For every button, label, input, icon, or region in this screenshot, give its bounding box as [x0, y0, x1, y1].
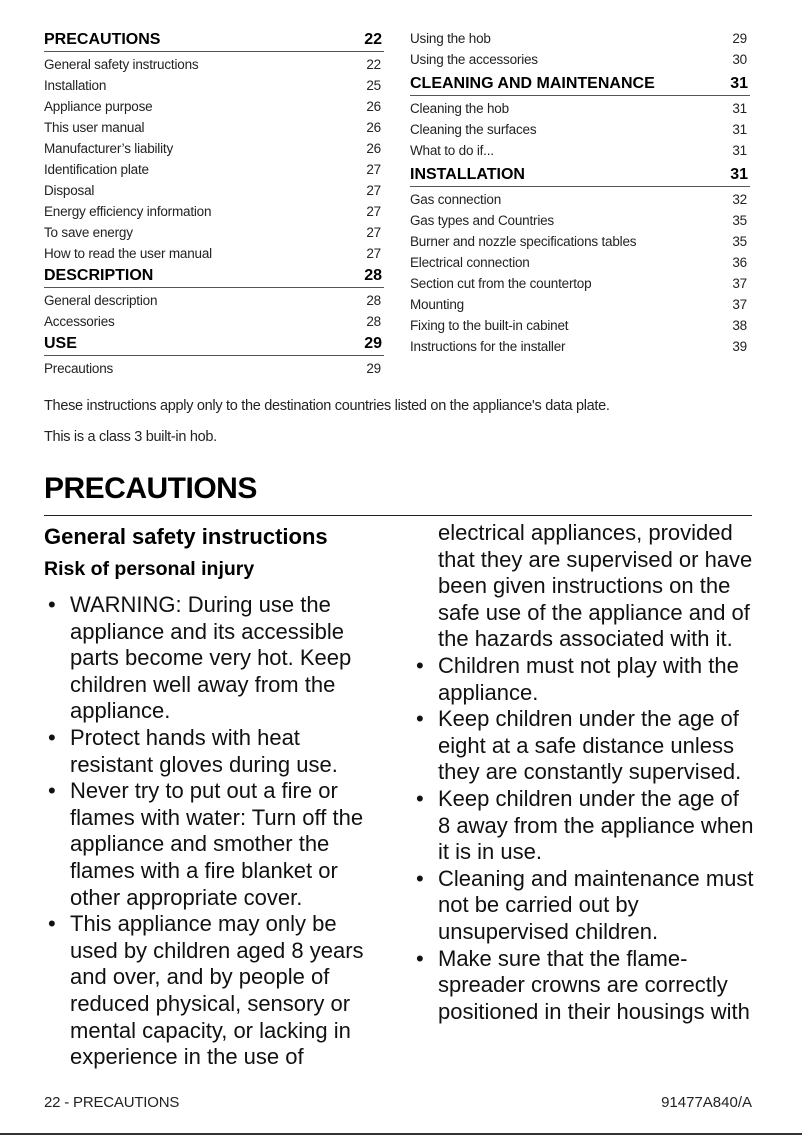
toc-entry	[410, 315, 750, 336]
list-item: • Keep children under the age of eight at a safe distance unless they are constantly supervised.	[416, 706, 742, 785]
toc-entry	[410, 119, 750, 140]
toc-right-column	[410, 28, 750, 357]
toc-entry	[44, 117, 384, 138]
toc-entry-title: Installation	[44, 78, 107, 93]
toc-entry-page: 29	[366, 361, 381, 376]
page-title: PRECAUTIONS	[44, 472, 257, 505]
toc-entry-title: CLEANING AND MAINTENANCE	[410, 75, 655, 92]
footer-page-label: 22 - PRECAUTIONS	[44, 1094, 180, 1111]
toc-entry-title: General safety instructions	[44, 57, 199, 72]
body-left-column	[44, 520, 389, 1071]
toc-entry-title: Cleaning the hob	[410, 101, 509, 116]
toc-entry-page: 39	[732, 339, 747, 354]
subsection-heading: Risk of personal injury	[44, 558, 255, 580]
toc-entry-page: 26	[366, 120, 381, 135]
toc-entry-page: 31	[732, 122, 747, 137]
toc-entry-title: To save energy	[44, 225, 133, 240]
toc-entry-page: 31	[732, 101, 747, 116]
toc-entry	[44, 159, 384, 180]
toc-entry-page: 27	[366, 162, 381, 177]
toc-section-heading	[44, 29, 384, 52]
list-item: • WARNING: During use the appliance and its accessible parts become very hot. Keep children well away from the appliance.	[48, 592, 352, 724]
toc-entry-page: 28	[366, 293, 381, 308]
bullet-icon: •	[416, 945, 424, 971]
toc-entry	[410, 28, 750, 49]
toc-entry-title: Cleaning the surfaces	[410, 122, 537, 137]
toc-entry-title: USE	[44, 335, 77, 352]
left-bullet-list	[44, 592, 389, 1071]
toc-entry-title: Manufacturer’s liability	[44, 141, 174, 156]
list-item: • Cleaning and maintenance must not be carried out by unsupervised children.	[416, 865, 754, 944]
toc-entry-page: 31	[730, 75, 748, 92]
toc-entry-page: 38	[732, 318, 747, 333]
toc-entry-page: 30	[732, 52, 747, 67]
toc-entry	[44, 358, 384, 379]
toc-entry	[44, 54, 384, 75]
toc-entry-title: Mounting	[410, 297, 464, 312]
toc-entry-title: Electrical connection	[410, 255, 530, 270]
destination-note: These instructions apply only to the destination countries listed on the appliance's data plate.	[44, 398, 610, 414]
toc-entry-title: General description	[44, 293, 158, 308]
toc-entry	[44, 290, 384, 311]
toc-entry-page: 28	[364, 267, 382, 284]
toc-entry-page: 26	[366, 99, 381, 114]
toc-entry-page: 31	[732, 143, 747, 158]
toc-entry-page: 35	[732, 213, 747, 228]
toc-left-column	[44, 28, 384, 379]
toc-entry	[44, 138, 384, 159]
toc-entry	[410, 252, 750, 273]
toc-entry	[410, 49, 750, 70]
bullet-icon: •	[416, 865, 424, 891]
toc-entry-page: 28	[366, 314, 381, 329]
toc-entry-page: 31	[730, 166, 748, 183]
bullet-icon: •	[416, 706, 424, 732]
toc-entry-page: 27	[366, 225, 381, 240]
continued-text: electrical appliances, provided that they are supervised or have been given instructions on the safe use of the appliance and of the hazards associated with it.	[438, 520, 753, 652]
list-item: • Children must not play with the appliance.	[416, 652, 739, 705]
toc-entry	[44, 201, 384, 222]
toc-entry	[410, 98, 750, 119]
toc-entry-title: This user manual	[44, 120, 145, 135]
toc-entry	[44, 96, 384, 117]
toc-entry-page: 22	[366, 57, 381, 72]
toc-entry-title: Accessories	[44, 314, 115, 329]
toc-entry-title: Gas types and Countries	[410, 213, 554, 228]
toc-entry	[44, 222, 384, 243]
toc-entry-title: Disposal	[44, 183, 95, 198]
title-divider	[44, 515, 752, 516]
toc-section-heading	[44, 265, 384, 288]
page-bottom-border	[0, 1133, 802, 1135]
list-item: • Protect hands with heat resistant gloves during use.	[48, 724, 338, 777]
bullet-icon: •	[48, 911, 56, 937]
footer-doc-code: 91477A840/A	[661, 1094, 752, 1111]
toc-entry	[44, 75, 384, 96]
toc-entry-title: Energy efficiency information	[44, 204, 212, 219]
toc-entry-page: 29	[732, 31, 747, 46]
toc-entry-title: Instructions for the installer	[410, 339, 566, 354]
toc-entry-page: 27	[366, 246, 381, 261]
bullet-icon: •	[48, 778, 56, 804]
body-right-column	[412, 520, 757, 1025]
toc-entry-title: Using the accessories	[410, 52, 538, 67]
right-bullet-list	[412, 653, 757, 1025]
toc-entry-page: 36	[732, 255, 747, 270]
toc-entry-page: 37	[732, 297, 747, 312]
toc-entry-page: 22	[364, 31, 382, 48]
toc-entry	[410, 140, 750, 161]
toc-entry-title: Fixing to the built-in cabinet	[410, 318, 569, 333]
toc-entry-page: 29	[364, 335, 382, 352]
toc-entry-page: 26	[366, 141, 381, 156]
list-item: • Make sure that the flame-spreader crowns are correctly positioned in their housings with	[416, 945, 750, 1024]
toc-entry-title: DESCRIPTION	[44, 267, 154, 284]
toc-entry-page: 27	[366, 183, 381, 198]
toc-entry	[410, 336, 750, 357]
bullet-icon: •	[416, 785, 424, 811]
list-item: • Never try to put out a fire or flames with water: Turn off the appliance and smother the flames with a fire blanket or other appropriate cover.	[48, 778, 364, 910]
section-heading: General safety instructions	[44, 524, 328, 549]
toc-entry	[410, 273, 750, 294]
toc-entry-page: 35	[732, 234, 747, 249]
toc-section-heading	[410, 73, 750, 96]
toc-entry	[410, 294, 750, 315]
toc-entry-title: Appliance purpose	[44, 99, 153, 114]
bullet-icon: •	[416, 652, 424, 678]
toc-entry-title: What to do if...	[410, 143, 494, 158]
toc-entry-title: Precautions	[44, 361, 114, 376]
list-item: • Keep children under the age of 8 away from the appliance when it is in use.	[416, 785, 754, 865]
list-item: • This appliance may only be used by children aged 8 years and over, and by people of reduced physical, sensory or mental capacity, or lacking in experience in the use of	[48, 911, 364, 1070]
toc-entry-page: 27	[366, 204, 381, 219]
toc-entry-title: Burner and nozzle specifications tables	[410, 234, 637, 249]
toc-entry-title: INSTALLATION	[410, 166, 525, 183]
toc-entry-title: Gas connection	[410, 192, 502, 207]
toc-entry-page: 32	[732, 192, 747, 207]
toc-entry-title: Identification plate	[44, 162, 149, 177]
toc-entry	[44, 180, 384, 201]
toc-entry-title: How to read the user manual	[44, 246, 212, 261]
toc-entry	[410, 210, 750, 231]
class-note: This is a class 3 built-in hob.	[44, 429, 217, 445]
toc-entry-title: PRECAUTIONS	[44, 31, 161, 48]
bullet-icon: •	[48, 724, 56, 750]
toc-entry-title: Section cut from the countertop	[410, 276, 592, 291]
toc-entry	[44, 243, 384, 264]
toc-entry	[44, 311, 384, 332]
toc-entry-title: Using the hob	[410, 31, 491, 46]
bullet-icon: •	[48, 592, 56, 617]
toc-entry	[410, 231, 750, 252]
toc-entry	[410, 189, 750, 210]
toc-section-heading	[44, 333, 384, 356]
toc-section-heading	[410, 164, 750, 187]
toc-entry-page: 25	[366, 78, 381, 93]
toc-entry-page: 37	[732, 276, 747, 291]
